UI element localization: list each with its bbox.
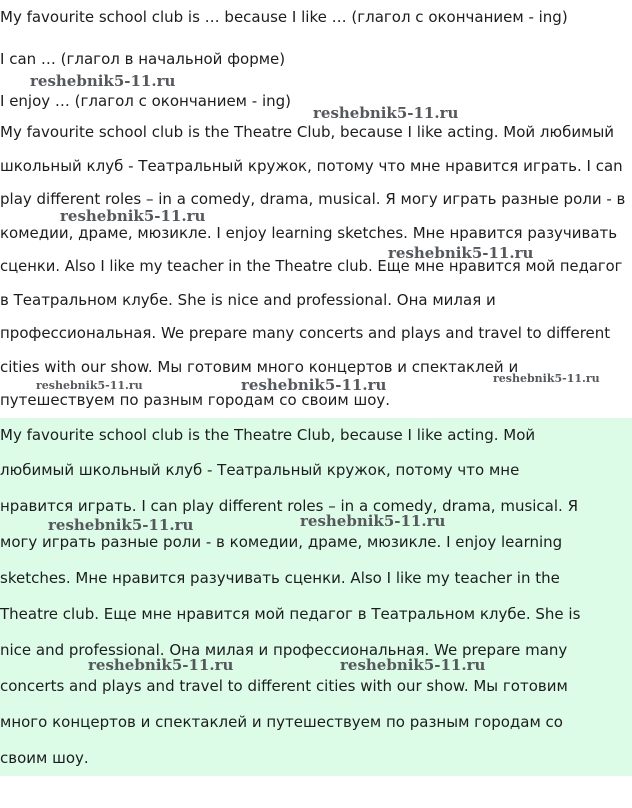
highlight-line: любимый школьный клуб - Театральный кружок, потому что мне <box>0 461 520 479</box>
highlight-line: своим шоу. <box>0 749 89 767</box>
answer-line: play different roles – in a comedy, drama, musical. Я могу играть разные роли - в <box>0 190 626 208</box>
highlight-line: nice and professional. Она милая и профессиональная. We prepare many <box>0 641 568 659</box>
answer-line: My favourite school club is the Theatre Club, because I like acting. Мой любимый <box>0 123 615 141</box>
watermark: reshebnik5-11.ru <box>493 372 600 385</box>
highlight-line: могу играть разные роли - в комедии, драме, мюзикле. I enjoy learning <box>0 533 563 551</box>
watermark: reshebnik5-11.ru <box>60 207 206 225</box>
watermark: reshebnik5-11.ru <box>36 379 143 392</box>
answer-line: путешествуем по разным городам со своим шоу. <box>0 391 391 409</box>
highlight-line: sketches. Мне нравится разучивать сценки. Also I like my teacher in the <box>0 569 560 587</box>
answer-line: профессиональная. We prepare many concerts and plays and travel to different <box>0 324 611 342</box>
template-line: My favourite school club is … because I like … (глагол с окончанием - ing) <box>0 8 568 26</box>
watermark: reshebnik5-11.ru <box>313 104 459 122</box>
answer-line: cities with our show. Мы готовим много концертов и спектаклей и <box>0 358 519 376</box>
template-line: I can … (глагол в начальной форме) <box>0 50 286 68</box>
watermark: reshebnik5-11.ru <box>48 516 194 534</box>
answer-line: сценки. Also I like my teacher in the Theatre club. Еще мне нравится мой педагог <box>0 258 623 275</box>
highlight-line: Theatre club. Еще мне нравится мой педагог в Театральном клубе. She is <box>0 605 581 623</box>
highlight-line: нравится играть. I can play different roles – in a comedy, drama, musical. Я <box>0 497 578 515</box>
answer-line: школьный клуб - Театральный кружок, потому что мне нравится играть. I can <box>0 157 623 175</box>
highlight-line: concerts and plays and travel to different cities with our show. Мы готовим <box>0 677 568 695</box>
watermark: reshebnik5-11.ru <box>88 656 234 674</box>
watermark: reshebnik5-11.ru <box>30 72 176 90</box>
highlight-line: много концертов и спектаклей и путешествуем по разным городам со <box>0 713 563 731</box>
template-line: I enjoy … (глагол с окончанием - ing) <box>0 92 291 110</box>
answer-line: в Театральном клубе. She is nice and professional. Она милая и <box>0 291 496 309</box>
answer-line: комедии, драме, мюзикле. I enjoy learning sketches. Мне нравится разучивать <box>0 224 618 242</box>
watermark: reshebnik5-11.ru <box>300 512 446 530</box>
watermark: reshebnik5-11.ru <box>340 656 486 674</box>
watermark: reshebnik5-11.ru <box>388 244 534 262</box>
highlight-line: My favourite school club is the Theatre Club, because I like acting. Мой <box>0 426 536 444</box>
watermark: reshebnik5-11.ru <box>241 376 387 394</box>
